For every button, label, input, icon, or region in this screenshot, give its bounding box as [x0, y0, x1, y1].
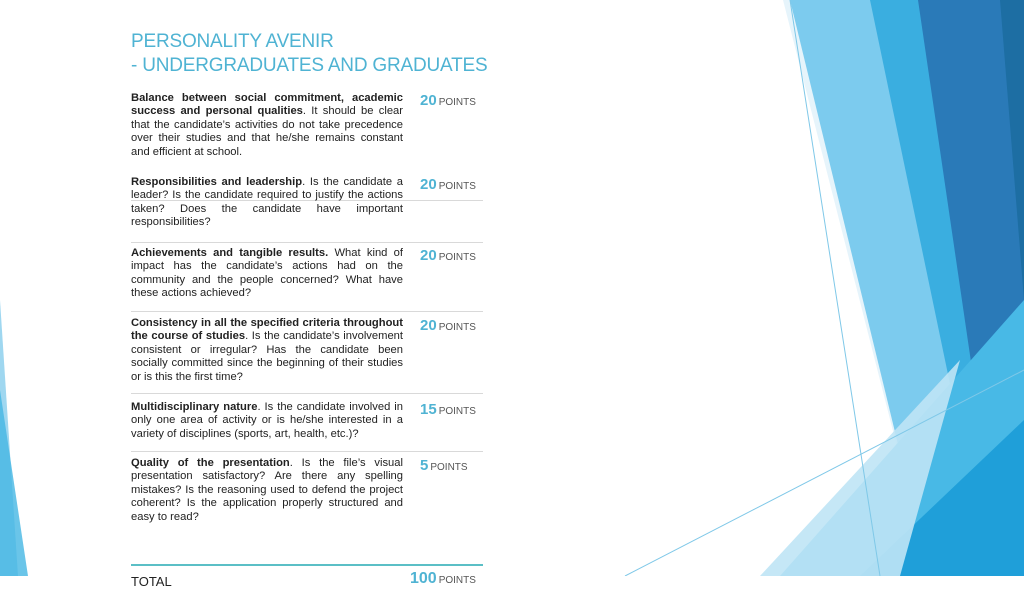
criterion-text: . Is the candidate involved in only one area of activity or is he/she interested in a variety of disciplines (sports, art, health, etc.)?: [131, 401, 403, 440]
criterion-points: 20 POINTS: [420, 92, 476, 109]
criterion-points: 15 POINTS: [420, 401, 476, 418]
criterion-text: . It should be clear that the candidate’s activities do not take precedence over their studies and that he/she remains constant and efficient at school.: [131, 105, 403, 158]
criterion-text: . Is the candidate’s involvement consistent or irregular? Has the candidate been socially committed since the beginning of their studies or is this the first time?: [131, 330, 403, 383]
criterion-heading: Multidisciplinary nature: [131, 401, 258, 413]
title-line-1: PERSONALITY AVENIR: [131, 31, 334, 52]
criterion-points: 20 POINTS: [420, 176, 476, 193]
total-points: 100 POINTS: [410, 570, 476, 587]
criterion-points: 20 POINTS: [420, 317, 476, 334]
criterion-row: [131, 401, 483, 452]
criterion-text: What kind of impact has the candidate’s actions had on the community and the people concerned? What have these actions achieved?: [131, 247, 403, 300]
total-row: [131, 564, 483, 592]
criterion-row: [131, 247, 483, 312]
criterion-heading: Achievements and tangible results.: [131, 247, 329, 259]
criterion-text: . Is the file’s visual presentation satisfactory? Are there any spelling mistakes? Is the reasoning used to defend the project coherent? Is the application properly structured and easy to read?: [131, 457, 403, 523]
criterion-heading: Balance between social commitment, academic success and personal qualities: [131, 92, 403, 118]
criterion-points: 5 POINTS: [420, 457, 468, 474]
scoring-panel: [131, 30, 488, 589]
criterion-heading: Responsibilities and leadership: [131, 176, 303, 188]
criterion-points: 20 POINTS: [420, 247, 476, 264]
page-title: [131, 30, 488, 78]
criterion-heading: Quality of the presentation: [131, 457, 290, 469]
criterion-heading: Consistency in all the specified criteria throughout the course of studies: [131, 317, 403, 343]
total-label: TOTAL: [131, 574, 172, 589]
criterion-row: [131, 176, 483, 243]
criterion-row: [131, 457, 483, 533]
criterion-text: . Is the candidate a leader? Is the candidate required to justify the actions taken? Does the candidate have important responsibilities?: [131, 176, 403, 229]
title-line-2: - UNDERGRADUATES AND GRADUATES: [131, 55, 488, 76]
criterion-row: [131, 317, 483, 394]
